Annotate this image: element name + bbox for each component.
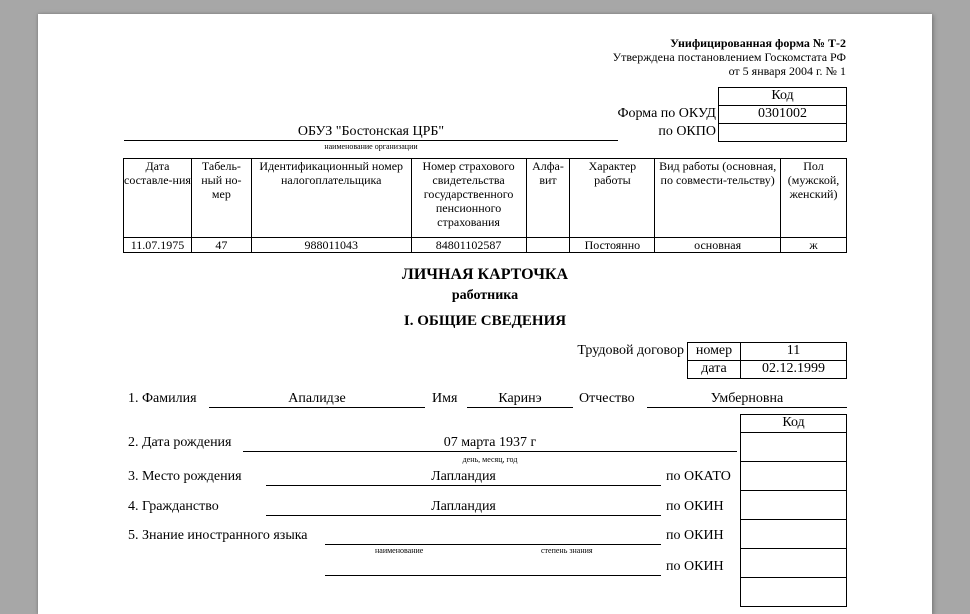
col-header-gender: Пол (мужской, женский) xyxy=(781,159,847,238)
name-underline xyxy=(467,407,573,408)
contract-date-value: 02.12.1999 xyxy=(740,360,847,379)
organization-name: ОБУЗ "Бостонская ЦРБ" xyxy=(297,124,445,139)
approved-text: Утверждена постановлением Госкомстата РФ xyxy=(612,50,846,64)
okato-label: по ОКАТО xyxy=(666,469,731,484)
cell-tab-number: 47 xyxy=(191,238,251,253)
code-cell-language2 xyxy=(740,548,847,578)
cell-inn: 988011043 xyxy=(251,238,411,253)
section-title: I. ОБЩИЕ СВЕДЕНИЯ xyxy=(403,313,567,329)
birthdate-value: 07 марта 1937 г xyxy=(443,435,537,450)
col-header-work-type: Характер работы xyxy=(570,159,655,238)
contract-number-value: 11 xyxy=(740,342,847,361)
code-cell-okato xyxy=(740,461,847,491)
name-value: Каринэ xyxy=(498,391,542,406)
language-caption-name: наименование xyxy=(375,546,424,555)
col-header-alphabet: Алфа-вит xyxy=(526,159,570,238)
code-cell-birthdate xyxy=(740,432,847,462)
info-table-header-row xyxy=(124,159,847,238)
cell-alphabet xyxy=(526,238,570,253)
col-header-snils: Номер страхового свидетельства государственного пенсионного страхования xyxy=(411,159,526,238)
contract-label: Трудовой договор xyxy=(577,343,684,358)
birthplace-value: Лапландия xyxy=(431,469,496,484)
col-header-inn: Идентификационный номер налогоплательщика xyxy=(251,159,411,238)
birthdate-underline xyxy=(243,451,737,452)
card-subtitle: работника xyxy=(451,288,519,303)
patronymic-value: Умберновна xyxy=(710,391,784,406)
col-header-tab-number: Табель-ный но-мер xyxy=(191,159,251,238)
col-header-employment-kind: Вид работы (основная, по совмести-тельству) xyxy=(655,159,781,238)
okud-value: 0301002 xyxy=(718,105,847,124)
code-cell-next xyxy=(740,577,847,607)
citizenship-okin-label: по ОКИН xyxy=(666,499,724,514)
language2-okin-label: по ОКИН xyxy=(666,559,724,574)
language-caption-level: степень знания xyxy=(541,546,593,555)
info-table-data-row xyxy=(124,238,847,253)
organization-underline xyxy=(124,140,618,141)
col-header-date: Дата составле-ния xyxy=(124,159,192,238)
code-header-cell: Код xyxy=(718,87,847,106)
name-label: Имя xyxy=(432,391,458,406)
patronymic-label: Отчество xyxy=(579,391,635,406)
document-page xyxy=(38,14,932,614)
form-title: Унифицированная форма № Т-2 xyxy=(670,36,846,50)
employee-info-table xyxy=(123,158,847,253)
cell-employment-kind: основная xyxy=(655,238,781,253)
organization-caption: наименование организации xyxy=(324,142,418,151)
cell-work-type: Постоянно xyxy=(570,238,655,253)
birthdate-caption: день, месяц, год xyxy=(462,455,518,464)
code-cell-language xyxy=(740,519,847,549)
cell-snils: 84801102587 xyxy=(411,238,526,253)
citizenship-underline xyxy=(266,515,661,516)
citizenship-value: Лапландия xyxy=(431,499,496,514)
okpo-label: по ОКПО xyxy=(658,124,716,139)
contract-date-label: дата xyxy=(687,360,741,379)
surname-label: 1. Фамилия xyxy=(128,391,197,406)
birthplace-underline xyxy=(266,485,661,486)
okpo-value xyxy=(718,123,847,142)
language-okin-label: по ОКИН xyxy=(666,528,724,543)
birthplace-label: 3. Место рождения xyxy=(128,469,242,484)
card-title: ЛИЧНАЯ КАРТОЧКА xyxy=(401,266,569,283)
patronymic-underline xyxy=(647,407,847,408)
surname-underline xyxy=(209,407,425,408)
okud-label: Форма по ОКУД xyxy=(617,106,716,121)
code-column-header: Код xyxy=(740,414,847,433)
language-underline xyxy=(325,544,661,545)
cell-date: 11.07.1975 xyxy=(124,238,192,253)
surname-value: Апалидзе xyxy=(288,391,346,406)
language-label: 5. Знание иностранного языка xyxy=(128,528,308,543)
approved-date: от 5 января 2004 г. № 1 xyxy=(728,64,846,78)
citizenship-label: 4. Гражданство xyxy=(128,499,219,514)
language2-underline xyxy=(325,575,661,576)
cell-gender: ж xyxy=(781,238,847,253)
contract-number-label: номер xyxy=(687,342,741,361)
birthdate-label: 2. Дата рождения xyxy=(128,435,232,450)
code-cell-citizenship xyxy=(740,490,847,520)
